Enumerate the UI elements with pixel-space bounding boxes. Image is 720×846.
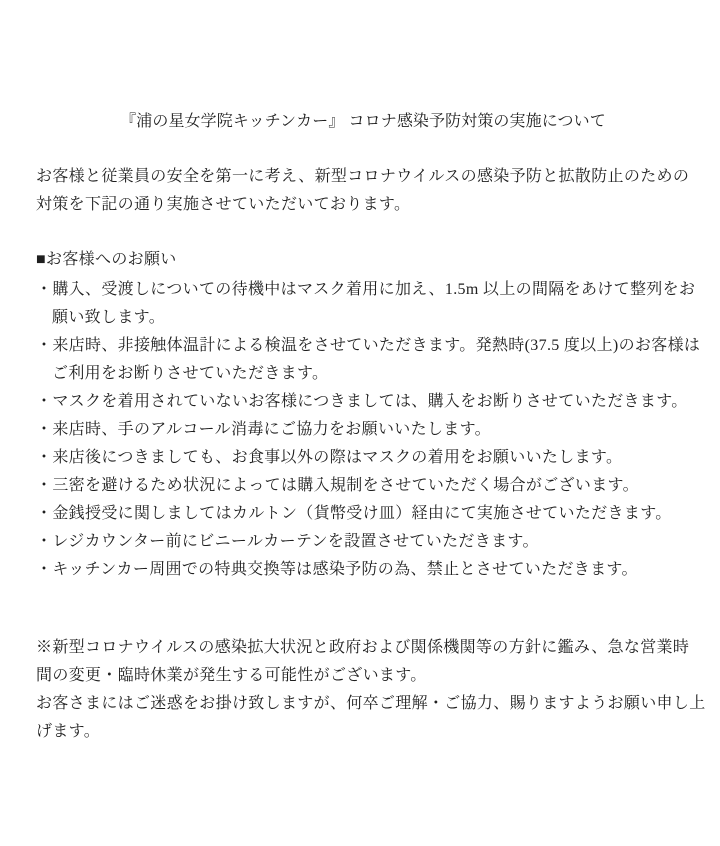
intro-line-2: 対策を下記の通り実施させていただいております。	[36, 196, 411, 213]
intro-paragraph	[36, 163, 690, 219]
bullet-line: ・来店時、手のアルコール消毒にご協力をお願いいたします。	[36, 421, 492, 438]
list-item-mask-required	[36, 388, 690, 416]
intro-line-1: お客様と従業員の安全を第一に考え、新型コロナウイルスの感染予防と拡散防止のための	[36, 168, 690, 185]
note-line-1: ※新型コロナウイルスの感染拡大状況と政府および関係機関等の方針に鑑み、急な営業時	[36, 639, 690, 656]
notes-paragraph	[36, 634, 706, 746]
bullet-line: ・購入、受渡しについての待機中はマスク着用に加え、1.5m 以上の間隔をあけて整列をお	[36, 281, 696, 298]
list-item-purchase-limit	[36, 472, 690, 500]
bullet-line: ・金銭授受に関しましてはカルトン（貨幣受け皿）経由にて実施させていただきます。	[36, 505, 672, 522]
list-item-queue-spacing	[36, 276, 696, 332]
list-item-hand-sanitizer	[36, 416, 690, 444]
list-item-cash-tray	[36, 500, 690, 528]
list-item-temperature-check	[36, 332, 701, 388]
bullet-line: ・来店時、非接触体温計による検温をさせていただきます。発熱時(37.5 度以上)のお客様は	[36, 337, 701, 354]
note-line-4: げます。	[36, 723, 101, 740]
bullet-continuation-line: ご利用をお断りさせていただきます。	[52, 365, 329, 382]
section-heading: ■お客様へのお願い	[36, 251, 177, 268]
bullet-continuation-line: 願い致します。	[52, 309, 166, 326]
list-item-no-goods-exchange	[36, 556, 690, 584]
list-item-mask-after-visit	[36, 444, 690, 472]
request-list	[36, 276, 701, 584]
bullet-line: ・来店後につきましても、お食事以外の際はマスクの着用をお願いいたします。	[36, 449, 623, 466]
note-line-2: 間の変更・臨時休業が発生する可能性がございます。	[36, 667, 427, 684]
bullet-line: ・キッチンカー周囲での特典交換等は感染予防の為、禁止とさせていただきます。	[36, 561, 638, 578]
bullet-line: ・マスクを着用されていないお客様につきましては、購入をお断りさせていただきます。	[36, 393, 688, 410]
bullet-line: ・三密を避けるため状況によっては購入規制をさせていただく場合がございます。	[36, 477, 639, 494]
bullet-line: ・レジカウンター前にビニールカーテンを設置させていただきます。	[36, 533, 539, 550]
document-title: 『浦の星女学院キッチンカー』 コロナ感染予防対策の実施について	[120, 113, 606, 130]
note-line-3: お客さまにはご迷惑をお掛け致しますが、何卒ご理解・ご協力、賜りますようお願い申し上	[36, 695, 706, 712]
list-item-vinyl-curtain	[36, 528, 690, 556]
